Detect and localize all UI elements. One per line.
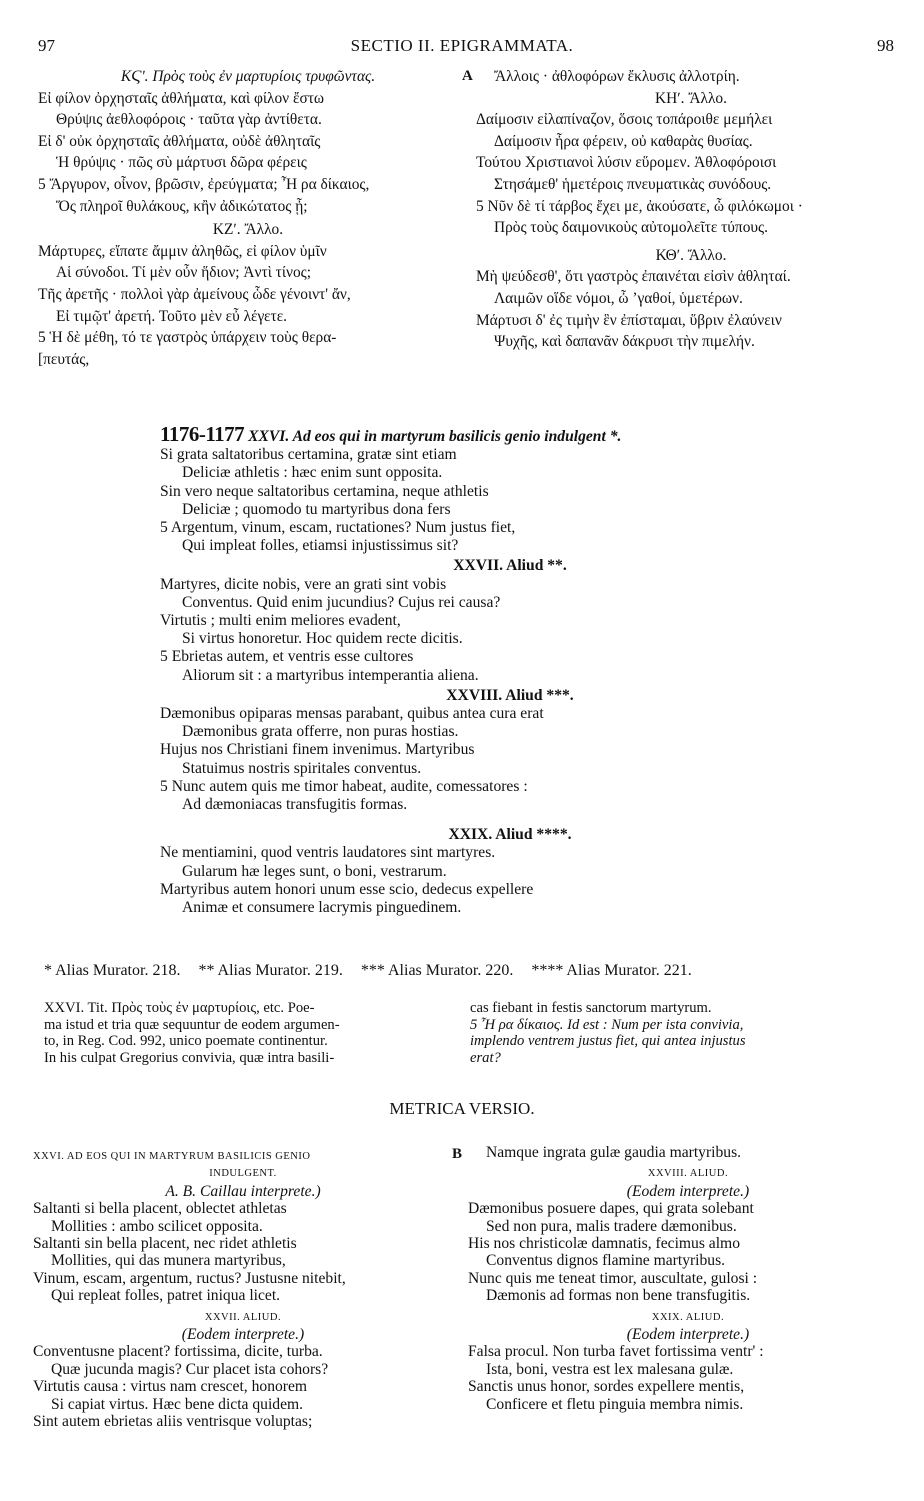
verse-line: Ista, boni, vestra est lex malesana gulæ.	[486, 1360, 734, 1378]
latin-29-lines	[160, 844, 860, 917]
verse-line: 5 Nunc autem quis me timor habeat, audite, comessatores :	[160, 777, 528, 795]
greek-epigram-26-lines	[38, 88, 458, 218]
verse-line: Si virtus honoretur. Hoc quidem recte dicitis.	[182, 630, 463, 648]
column-marker-a: A	[462, 68, 473, 84]
commentary-line: to, in Reg. Cod. 992, unico poemate continentur.	[44, 1033, 328, 1050]
verse-line: Hujus nos Christiani finem invenimus. Martyribus	[160, 741, 475, 759]
verse-line: Statuimus nostris spiritales conventus.	[182, 759, 422, 777]
versio-28-title: XXVIII. ALIUD.	[647, 1168, 729, 1180]
verse-line: Si capiat virtus. Hæc bene dicta quidem.	[51, 1395, 304, 1413]
commentary-line: XXVI. Tit. Πρὸς τοὺς ἐν μαρτυρίοις, etc. Poe-	[44, 1000, 315, 1016]
verse-line: Sed non pura, malis tradere dæmonibus.	[486, 1217, 737, 1235]
verse-line: Martyribus autem honori unum esse scio, dedecus expellere	[160, 880, 534, 898]
verse-line: Dæmonis ad formas non bene transfugitis.	[486, 1287, 751, 1305]
commentary-line: implendo ventrem justus fiet, qui antea injustus	[470, 1033, 746, 1050]
latin-28-title: XXVIII. Aliud ***.	[446, 686, 574, 704]
greek-epigram-29-title: ΚΘʹ. Ἄλλο.	[655, 246, 727, 264]
versio-28-lines	[468, 1200, 908, 1304]
verse-line: Si grata saltatoribus certamina, gratæ sint etiam	[160, 446, 457, 464]
verse-line: Τούτου Χριστιανοὶ λύσιν εὕρομεν. Ἀθλοφόροισι	[476, 154, 777, 172]
verse-line: 5 Argentum, vinum, escam, ructationes? Num justus fiet,	[160, 519, 516, 537]
verse-line: Deliciæ athletis : hæc enim sunt opposita.	[182, 464, 443, 482]
verse-line: Virtutis causa : virtus nam crescet, honorem	[33, 1378, 308, 1396]
verse-line: 5 Νῦν δὲ τί τάρβος ἔχει με, ἀκούσατε, ὦ φιλόκωμοι ·	[476, 197, 803, 215]
verse-line: 5 Ebrietas autem, et ventris esse cultores	[160, 648, 414, 666]
verse-line: Aliorum sit : a martyribus intemperantia aliena.	[182, 666, 479, 684]
verse-line: Πρὸς τοὺς δαιμονικοὺς αὐτομολεῖτε τύπους.	[494, 219, 768, 237]
versio-27-lines	[33, 1343, 453, 1430]
verse-line: Ad dæmoniacas transfugitis formas.	[182, 796, 408, 814]
page-number-right: 98	[877, 36, 894, 55]
verse-line: His nos christicolæ damnatis, fecimus almo	[468, 1235, 740, 1253]
verse-line: Conventusne placent? fortissima, dicite, turba.	[33, 1343, 323, 1361]
versio-29-lines	[468, 1343, 908, 1413]
commentary-left	[44, 1000, 454, 1066]
verse-line: Τῆς ἀρετῆς · πολλοὶ γὰρ ἀμείνους ὧδε γένοιντ' ἄν,	[38, 285, 351, 303]
greek-epigram-27-title: ΚΖʹ. Ἄλλο.	[212, 221, 284, 239]
verse-line: Ψυχῆς, καὶ δαπανᾶν δάκρυσι τὴν πιμελήν.	[494, 333, 755, 351]
versio-29-title: XXIX. ALIUD.	[651, 1311, 725, 1323]
commentary-line: cas fiebant in festis sanctorum martyrum.	[470, 1000, 712, 1016]
verse-line: Saltanti si bella placent, oblectet athletas	[33, 1200, 287, 1218]
versio-27-interpreter: (Eodem interprete.)	[181, 1326, 305, 1344]
versio-continuation-line: Namque ingrata gulæ gaudia martyribus.	[486, 1144, 742, 1161]
versio-26-title: XXVI. AD EOS QUI IN MARTYRUM BASILICIS GENIO	[33, 1151, 311, 1162]
section-title: SECTIO II. EPIGRAMMATA.	[350, 36, 574, 55]
versio-26-lines	[33, 1200, 453, 1304]
verse-line: Virtutis ; multi enim meliores evadent,	[160, 612, 401, 630]
verse-line: Μάρτυρες, εἴπατε ἄμμιν ἀληθῶς, εἰ φίλον ὑμῖν	[38, 242, 327, 260]
verse-line: Εἰ δ' οὐκ ὀρχησταῖς ἀθλήματα, οὐδὲ ἀθληταῖς	[38, 132, 321, 150]
commentary-right	[470, 1000, 910, 1066]
verse-line: Δαίμοσιν εἰλαπίναζον, ὅσοις τοπάροιθε μεμήλει	[476, 111, 773, 129]
latin-29-title: XXIX. Aliud ****.	[448, 826, 572, 844]
verse-line: Ἡ θρύψις · πῶς σὺ μάρτυσι δῶρα φέρεις	[56, 154, 307, 172]
verse-line: Nunc quis me teneat timor, auscultate, gulosi :	[468, 1269, 758, 1287]
commentary-line: 5 Ἦ ρα δίκαιος. Id est : Num per ista convivia,	[470, 1016, 744, 1033]
greek-epigram-27-lines	[38, 241, 458, 371]
verse-line: Αἱ σύνοδοι. Τί μὲν οὖν ἥδιον; Ἀντὶ τίνος;	[56, 264, 312, 282]
page-number-left: 97	[38, 36, 55, 55]
greek-left-column	[38, 66, 458, 370]
commentary-line: ma istud et tria quæ sequuntur de eodem argumen-	[44, 1016, 340, 1033]
verse-line: Falsa procul. Non turba favet fortissima ventr' :	[468, 1343, 764, 1361]
verse-line: Sint autem ebrietas aliis ventrisque voluptas;	[33, 1413, 313, 1431]
versio-left-column	[33, 1148, 453, 1431]
greek-right-column	[476, 66, 906, 353]
verse-line: Ὅς πληροῖ θυλάκους, κἢν ἀδικώτατος ᾖ;	[56, 197, 308, 215]
verse-line: Gularum hæ leges sunt, o boni, vestrarum.	[182, 862, 447, 880]
versio-26-interpreter: A. B. Caillau interprete.)	[165, 1182, 321, 1200]
verse-line: Animæ et consumere lacrymis pinguedinem.	[182, 899, 462, 917]
verse-line: Mollities : ambo scilicet opposita.	[51, 1217, 263, 1235]
verse-line: 5 Ἄργυρον, οἶνον, βρῶσιν, ἐρεύγματα; Ἦ ρα δίκαιος,	[38, 175, 370, 193]
verse-line: Quæ jucunda magis? Cur placet ista cohors?	[51, 1360, 329, 1378]
verse-line: Deliciæ ; quomodo tu martyribus dona fers	[182, 500, 451, 518]
verse-line: Mollities, qui das munera martyribus,	[51, 1252, 286, 1270]
verse-line: [πευτάς,	[38, 350, 90, 368]
latin-26-lines	[160, 446, 860, 555]
verse-line: Λαιμῶν οἵδε νόμοι, ὦ ʼγαθοί, ὑμετέρων.	[494, 289, 743, 307]
verse-line: Στησάμεθ' ἡμετέροις πνευματικὰς συνόδους.	[494, 175, 772, 193]
verse-line: Θρύψις ἀεθλοφόροις · ταῦτα γὰρ ἀντίθετα.	[56, 111, 322, 129]
versio-27-title: XXVII. ALIUD.	[204, 1311, 282, 1323]
verse-line: Conficere et fletu pinguia membra nimis.	[486, 1395, 744, 1413]
latin-27-lines	[160, 576, 860, 685]
commentary-line: In his culpat Gregorius convivia, quæ intra basili-	[44, 1049, 335, 1066]
verse-line: Saltanti sin bella placent, nec ridet athletis	[33, 1235, 297, 1253]
verse-line: Δαίμοσιν ἦρα φέρειν, οὐ καθαρὰς θυσίας.	[494, 132, 753, 150]
footnote: **** Alias Murator. 221.	[531, 962, 692, 979]
verse-line: Dæmonibus posuere dapes, qui grata solebant	[468, 1200, 754, 1218]
column-marker-b: B	[452, 1146, 463, 1162]
verse-line: Conventus dignos flamine martyribus.	[486, 1252, 726, 1270]
verse-line: Qui repleat folles, patret iniqua licet.	[51, 1287, 281, 1305]
greek-continuation-line: Ἄλλοις · ἀθλοφόρων ἔκλυσις ἀλλοτρίη.	[494, 68, 740, 85]
footnote: ** Alias Murator. 219.	[198, 962, 343, 979]
latin-26-title: XXVI. Ad eos qui in martyrum basilicis genio indulgent *.	[248, 428, 622, 445]
greek-epigram-28-title: ΚΗʹ. Ἄλλο.	[655, 89, 727, 107]
greek-epigram-26-title: ΚϚʹ. Πρὸς τοὺς ἐν μαρτυρίοις τρυφῶντας.	[120, 68, 376, 85]
verse-line: Εἰ φίλον ὀρχησταῖς ἀθλήματα, καὶ φίλον ἔστω	[38, 89, 325, 107]
verse-line: Μὴ ψεύδεσθ', ὅτι γαστρὸς ἐπαινέται εἰσὶν ἀθληταί.	[476, 268, 791, 286]
footnotes	[44, 962, 904, 980]
verse-line: Μάρτυσι δ' ἐς τιμὴν ἓν ἐπίσταμαι, ὕβριν ἐλαύνειν	[476, 311, 782, 329]
versio-28-interpreter: (Eodem interprete.)	[626, 1182, 750, 1200]
verse-line: Conventus. Quid enim jucundius? Cujus rei causa?	[182, 593, 501, 611]
column-number: 1176-1177	[160, 422, 245, 446]
verse-line: Martyres, dicite nobis, vere an grati sint vobis	[160, 575, 447, 593]
greek-epigram-29-lines	[476, 266, 906, 352]
latin-translation	[160, 422, 860, 917]
latin-26-heading	[160, 422, 860, 446]
metrica-versio-title: METRICA VERSIO.	[389, 1099, 535, 1118]
greek-epigram-28-lines	[476, 109, 906, 239]
commentary-line: erat?	[470, 1049, 501, 1066]
latin-28-lines	[160, 705, 860, 814]
versio-29-interpreter: (Eodem interprete.)	[626, 1326, 750, 1344]
verse-line: Dæmonibus opiparas mensas parabant, quibus antea cura erat	[160, 705, 544, 723]
footnote: *** Alias Murator. 220.	[360, 962, 514, 979]
latin-27-title: XXVII. Aliud **.	[453, 557, 567, 575]
verse-line: 5 Ἡ δὲ μέθη, τό τε γαστρὸς ὑπάρχειν τοὺς θερα-	[38, 329, 337, 347]
verse-line: Vinum, escam, argentum, ructus? Justusne nitebit,	[33, 1269, 346, 1287]
running-header	[0, 36, 924, 60]
versio-26-title-cont: INDULGENT.	[209, 1168, 277, 1180]
verse-line: Εἰ τιμῷτ' ἀρετή. Τοῦτο μὲν εὖ λέγετε.	[56, 307, 288, 325]
verse-line: Sanctis unus honor, sordes expellere mentis,	[468, 1378, 745, 1396]
verse-line: Qui impleat folles, etiamsi injustissimus sit?	[182, 537, 459, 555]
versio-right-column	[468, 1144, 908, 1413]
verse-line: Sin vero neque saltatoribus certamina, neque athletis	[160, 482, 489, 500]
verse-line: Ne mentiamini, quod ventris laudatores sint martyres.	[160, 844, 496, 862]
footnote: * Alias Murator. 218.	[44, 962, 181, 979]
verse-line: Dæmonibus grata offerre, non puras hostias.	[182, 723, 459, 741]
